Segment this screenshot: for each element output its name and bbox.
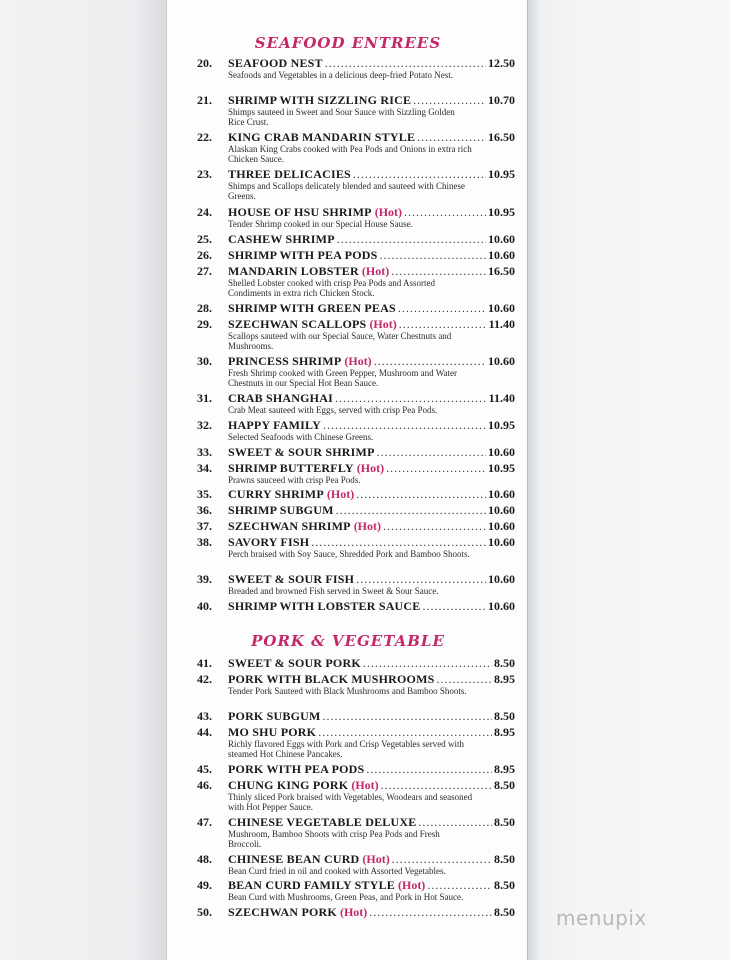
menu-item xyxy=(197,57,515,80)
item-name: SHRIMP WITH PEA PODS xyxy=(228,248,378,262)
item-price: 10.60 xyxy=(488,503,515,517)
item-number: 41. xyxy=(197,656,212,670)
menu-item xyxy=(197,233,515,246)
hot-label: (Hot) xyxy=(397,878,426,892)
item-price: 12.50 xyxy=(488,56,515,70)
dot-leader xyxy=(311,536,486,549)
item-description: Breaded and browned Fish served in Sweet & Sour Sauce. xyxy=(228,586,439,596)
item-description: Shelled Lobster cooked with crisp Pea Pods and Assorted Condiments in extra rich Chicken Stock. xyxy=(228,278,435,298)
dot-leader xyxy=(392,853,492,866)
menu-item xyxy=(197,392,515,415)
item-number: 31. xyxy=(197,391,212,405)
menu-item-line xyxy=(197,657,515,670)
menu-item xyxy=(197,265,515,298)
dot-leader xyxy=(399,318,487,331)
menu-item xyxy=(197,779,515,812)
item-number: 30. xyxy=(197,354,212,368)
item-name: SHRIMP SUBGUM xyxy=(228,503,334,517)
item-price: 10.60 xyxy=(488,301,515,315)
item-price: 10.60 xyxy=(488,572,515,586)
menu-item-line xyxy=(197,94,515,107)
item-name: CASHEW SHRIMP xyxy=(228,232,335,246)
menu-item xyxy=(197,504,515,517)
item-number: 50. xyxy=(197,905,212,919)
item-price: 16.50 xyxy=(488,130,515,144)
dot-leader xyxy=(318,726,492,739)
item-name: SHRIMP WITH SIZZLING RICE xyxy=(228,93,412,107)
item-price: 10.60 xyxy=(488,487,515,501)
hot-label: (Hot) xyxy=(374,205,403,219)
menu-item-line xyxy=(197,520,515,533)
item-description: Alaskan King Crabs cooked with Pea Pods and Onions in extra rich Chicken Sauce. xyxy=(228,144,472,164)
item-name: MANDARIN LOBSTER xyxy=(228,264,359,278)
item-description: Scallops sauteed with our Special Sauce, Water Chestnuts and Mushrooms. xyxy=(228,331,452,351)
dot-leader xyxy=(436,673,492,686)
item-price: 10.60 xyxy=(488,354,515,368)
dot-leader xyxy=(337,233,486,246)
dot-leader xyxy=(369,906,492,919)
item-price: 10.60 xyxy=(488,445,515,459)
menu-item xyxy=(197,673,515,696)
item-description: Thinly sliced Pork braised with Vegetables, Woodears and seasoned with Hot Pepper Sauce. xyxy=(228,792,473,812)
item-price: 8.50 xyxy=(494,656,515,670)
menu-item xyxy=(197,488,515,501)
item-price: 10.70 xyxy=(488,93,515,107)
item-number: 24. xyxy=(197,205,212,219)
item-name: CHUNG KING PORK xyxy=(228,778,349,792)
item-number: 34. xyxy=(197,461,212,475)
dot-leader xyxy=(374,355,486,368)
menu-item-line xyxy=(197,673,515,686)
item-number: 23. xyxy=(197,167,212,181)
menu-item xyxy=(197,600,515,613)
item-name: SZECHWAN PORK xyxy=(228,905,337,919)
section-title-pork-vegetable: PORK & VEGETABLE xyxy=(251,632,445,650)
item-description: Perch braised with Soy Sauce, Shredded Pork and Bamboo Shoots. xyxy=(228,549,470,559)
item-name: SAVORY FISH xyxy=(228,535,310,549)
dot-leader xyxy=(398,302,486,315)
section-title-seafood-entrees: SEAFOOD ENTREES xyxy=(254,34,442,52)
item-number: 22. xyxy=(197,130,212,144)
menu-item xyxy=(197,763,515,776)
item-number: 44. xyxy=(197,725,212,739)
right-background xyxy=(528,0,730,960)
dot-leader xyxy=(366,763,492,776)
menu-item-line xyxy=(197,233,515,246)
item-price: 11.40 xyxy=(488,391,515,405)
item-name: SWEET & SOUR PORK xyxy=(228,656,361,670)
menu-item-line xyxy=(197,536,515,549)
item-number: 26. xyxy=(197,248,212,262)
hot-label: (Hot) xyxy=(344,354,372,368)
menu-item-line xyxy=(197,265,515,278)
dot-leader xyxy=(379,249,486,262)
item-name: KING CRAB MANDARIN STYLE xyxy=(228,130,416,144)
menu-item-line xyxy=(197,488,515,501)
dot-leader xyxy=(386,462,486,475)
menu-item xyxy=(197,419,515,442)
item-name: PORK SUBGUM xyxy=(228,709,321,723)
menu-item xyxy=(197,318,515,351)
hot-label: (Hot) xyxy=(339,905,368,919)
menu-item-line xyxy=(197,853,515,866)
menu-item xyxy=(197,206,515,229)
item-name: SHRIMP WITH GREEN PEAS xyxy=(228,301,396,315)
menu-item xyxy=(197,710,515,723)
item-name: SWEET & SOUR SHRIMP xyxy=(228,445,375,459)
item-number: 47. xyxy=(197,815,212,829)
item-number: 46. xyxy=(197,778,212,792)
hot-label: (Hot) xyxy=(351,778,379,792)
dot-leader xyxy=(413,94,486,107)
menu-item-line xyxy=(197,879,515,892)
item-number: 42. xyxy=(197,672,212,686)
dot-leader xyxy=(404,206,486,219)
menu-item-line xyxy=(197,419,515,432)
item-number: 48. xyxy=(197,852,212,866)
item-description: Mushroom, Bamboo Shoots with crisp Pea Pods and Fresh Broccoli. xyxy=(228,829,440,849)
menu-item xyxy=(197,520,515,533)
left-background xyxy=(0,0,166,960)
item-number: 20. xyxy=(197,56,212,70)
item-number: 21. xyxy=(197,93,212,107)
menu-item xyxy=(197,462,515,485)
menu-item xyxy=(197,816,515,849)
item-price: 10.60 xyxy=(488,535,515,549)
item-description: Selected Seafoods with Chinese Greens. xyxy=(228,432,374,442)
dot-leader xyxy=(427,879,492,892)
item-price: 8.50 xyxy=(494,852,515,866)
menu-item xyxy=(197,726,515,759)
dot-leader xyxy=(383,520,486,533)
menu-item-line xyxy=(197,763,515,776)
menu-item-line xyxy=(197,302,515,315)
item-name: CHINESE BEAN CURD xyxy=(228,852,360,866)
item-number: 37. xyxy=(197,519,212,533)
menu-item-line xyxy=(197,816,515,829)
item-description: Shimps and Scallops delicately blended and sauteed with Chinese Greens. xyxy=(228,181,465,201)
item-name: MO SHU PORK xyxy=(228,725,317,739)
menu-item-line xyxy=(197,906,515,919)
menu-item-line xyxy=(197,131,515,144)
item-name: PRINCESS SHRIMP xyxy=(228,354,342,368)
item-name: CHINESE VEGETABLE DELUXE xyxy=(228,815,417,829)
item-price: 8.50 xyxy=(494,709,515,723)
menu-item-line xyxy=(197,57,515,70)
item-price: 8.95 xyxy=(494,762,515,776)
item-description: Richly flavored Eggs with Pork and Crisp Vegetables served with steamed Hot Chinese Pancakes. xyxy=(228,739,465,759)
dot-leader xyxy=(381,779,492,792)
item-price: 8.50 xyxy=(494,815,515,829)
menu-item-line xyxy=(197,446,515,459)
menu-page xyxy=(166,0,528,960)
item-name: SHRIMP WITH LOBSTER SAUCE xyxy=(228,599,421,613)
menu-item xyxy=(197,131,515,164)
item-description: Bean Curd with Mushrooms, Green Peas, and Pork in Hot Sauce. xyxy=(228,892,464,902)
item-name: PORK WITH BLACK MUSHROOMS xyxy=(228,672,435,686)
item-number: 45. xyxy=(197,762,212,776)
menu-item-line xyxy=(197,726,515,739)
item-price: 10.95 xyxy=(488,461,515,475)
menu-item xyxy=(197,536,515,559)
menu-item-line xyxy=(197,249,515,262)
item-price: 16.50 xyxy=(488,264,515,278)
dot-leader xyxy=(418,816,492,829)
menu-item xyxy=(197,355,515,388)
item-price: 8.95 xyxy=(494,672,515,686)
menu-item xyxy=(197,879,515,902)
item-name: BEAN CURD FAMILY STYLE xyxy=(228,878,395,892)
item-number: 40. xyxy=(197,599,212,613)
dot-leader xyxy=(377,446,486,459)
dot-leader xyxy=(323,710,492,723)
dot-leader xyxy=(336,504,486,517)
dot-leader xyxy=(356,488,486,501)
item-number: 29. xyxy=(197,317,212,331)
item-price: 10.60 xyxy=(488,599,515,613)
item-description: Fresh Shrimp cooked with Green Pepper, Mushroom and Water Chestnuts in our Special Hot Bean Sauce. xyxy=(228,368,457,388)
item-number: 36. xyxy=(197,503,212,517)
hot-label: (Hot) xyxy=(362,852,390,866)
hot-label: (Hot) xyxy=(356,461,385,475)
item-number: 33. xyxy=(197,445,212,459)
item-number: 49. xyxy=(197,878,212,892)
hot-label: (Hot) xyxy=(353,519,382,533)
dot-leader xyxy=(356,573,486,586)
item-price: 10.95 xyxy=(488,167,515,181)
item-price: 10.95 xyxy=(488,205,515,219)
dot-leader xyxy=(363,657,492,670)
item-description: Tender Pork Sauteed with Black Mushrooms and Bamboo Shoots. xyxy=(228,686,467,696)
item-name: THREE DELICACIES xyxy=(228,167,351,181)
item-name: SZECHWAN SCALLOPS xyxy=(228,317,367,331)
dot-leader xyxy=(423,600,487,613)
item-number: 38. xyxy=(197,535,212,549)
hot-label: (Hot) xyxy=(369,317,397,331)
menu-item-line xyxy=(197,573,515,586)
item-description: Tender Shrimp cooked in our Special House Sause. xyxy=(228,219,413,229)
item-number: 27. xyxy=(197,264,212,278)
dot-leader xyxy=(391,265,486,278)
item-description: Bean Curd fried in oil and cooked with Assorted Vegetables. xyxy=(228,866,446,876)
menu-item-line xyxy=(197,504,515,517)
menu-item xyxy=(197,853,515,876)
menu-item xyxy=(197,302,515,315)
item-name: SZECHWAN SHRIMP xyxy=(228,519,351,533)
menupix-watermark: menupix xyxy=(556,906,647,930)
menu-item xyxy=(197,249,515,262)
item-number: 32. xyxy=(197,418,212,432)
item-name: SEAFOOD NEST xyxy=(228,56,323,70)
item-number: 35. xyxy=(197,487,212,501)
menu-item-line xyxy=(197,355,515,368)
menu-item-line xyxy=(197,168,515,181)
item-name: HOUSE OF HSU SHRIMP xyxy=(228,205,372,219)
menu-item-line xyxy=(197,462,515,475)
menu-item-line xyxy=(197,392,515,405)
item-number: 39. xyxy=(197,572,212,586)
dot-leader xyxy=(325,57,486,70)
menu-item-line xyxy=(197,600,515,613)
item-price: 8.50 xyxy=(494,778,515,792)
item-name: SHRIMP BUTTERFLY xyxy=(228,461,354,475)
item-price: 10.95 xyxy=(488,418,515,432)
menu-item xyxy=(197,94,515,127)
item-price: 8.50 xyxy=(494,878,515,892)
item-name: SWEET & SOUR FISH xyxy=(228,572,355,586)
menu-item xyxy=(197,657,515,670)
item-description: Seafoods and Vegetables in a delicious deep-fried Potato Nest. xyxy=(228,70,454,80)
item-number: 28. xyxy=(197,301,212,315)
item-description: Prawns sauceed with crisp Pea Pods. xyxy=(228,475,361,485)
item-price: 8.95 xyxy=(494,725,515,739)
item-name: PORK WITH PEA PODS xyxy=(228,762,365,776)
item-number: 25. xyxy=(197,232,212,246)
dot-leader xyxy=(417,131,486,144)
menu-item xyxy=(197,168,515,201)
dot-leader xyxy=(353,168,486,181)
item-price: 10.60 xyxy=(488,519,515,533)
dot-leader xyxy=(323,419,486,432)
hot-label: (Hot) xyxy=(326,487,355,501)
menu-item-line xyxy=(197,318,515,331)
item-price: 11.40 xyxy=(488,317,515,331)
item-price: 10.60 xyxy=(488,232,515,246)
item-price: 8.50 xyxy=(494,905,515,919)
menu-item xyxy=(197,906,515,919)
menu-item xyxy=(197,446,515,459)
item-number: 43. xyxy=(197,709,212,723)
item-price: 10.60 xyxy=(488,248,515,262)
dot-leader xyxy=(335,392,487,405)
hot-label: (Hot) xyxy=(361,264,390,278)
menu-item xyxy=(197,573,515,596)
menu-item-line xyxy=(197,206,515,219)
item-name: CURRY SHRIMP xyxy=(228,487,324,501)
item-description: Crab Meat sauteed with Eggs, served with crisp Pea Pods. xyxy=(228,405,438,415)
item-name: HAPPY FAMILY xyxy=(228,418,321,432)
item-description: Shimps sauteed in Sweet and Sour Sauce with Sizzling Golden Rice Crust. xyxy=(228,107,455,127)
item-name: CRAB SHANGHAI xyxy=(228,391,333,405)
menu-item-line xyxy=(197,779,515,792)
menu-item-line xyxy=(197,710,515,723)
